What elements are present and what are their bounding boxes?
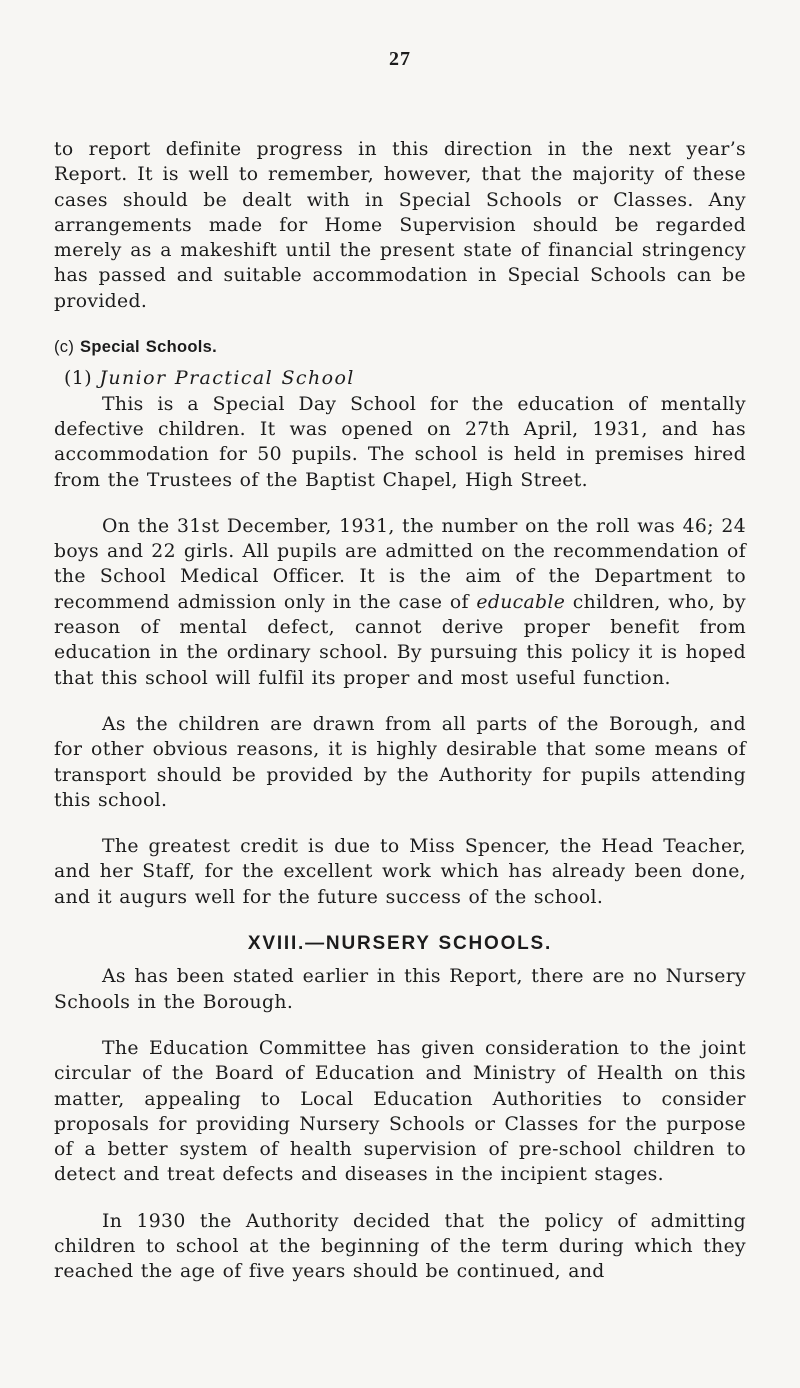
section-heading-special-schools	[54, 335, 746, 360]
subsection-number: (1)	[64, 367, 100, 390]
subsection-heading-junior-practical	[54, 366, 746, 391]
page-body	[54, 137, 746, 1306]
section-heading-nursery-schools: XVIII.—NURSERY SCHOOLS.	[247, 933, 553, 955]
roll-text-start: On the 31st December, 1931, the number on the roll was 46; 24 boys and 22 girls. All pupils are admitted on the recommendation of the School Medical Officer. It is the aim of the Department to recommend admission only in the case of	[54, 515, 746, 613]
paragraph-school-description: This is a Special Day School for the education of mentally defective children. It was opened on 27th April, 1931, and has accommodation for 50 pupils. The school is held in premises hired from the Trustees of the Baptist Chapel, High Street.	[54, 393, 746, 491]
page-number: 27	[389, 48, 411, 70]
paragraph-1930-policy: In 1930 the Authority decided that the policy of admitting children to school at the beginning of the term during which they reached the age of five years should be continued, and	[54, 1210, 746, 1283]
roll-text-emphasis: educable	[476, 591, 566, 613]
paragraph-transport: As the children are drawn from all parts of the Borough, and for other obvious reasons, it is highly desirable that some means of transport should be provided by the Authority for pupils attending this school.	[54, 713, 746, 811]
section-label: (c)	[54, 338, 81, 357]
paragraph-roll	[54, 514, 746, 691]
paragraph-continuation: to report definite progress in this direction in the next year’s Report. It is well to remember, however, that the majority of these cases should be dealt with in Special Schools or Classes. Any arrangements made for Home Supervision should be regarded merely as a makeshift until the present state of financial stringency has passed and suitable accommodation in Special Schools can be provided.	[54, 139, 746, 312]
section-title: Special Schools.	[80, 338, 217, 357]
paragraph-circular: The Education Committee has given consideration to the joint circular of the Board of Education and Ministry of Health on this matter, appealing to Local Education Authorities to consider proposals for providing Nursery Schools or Classes for the purpose of a better system of health supervision of pre-school children to detect and treat defects and diseases in the incipient stages.	[54, 1037, 746, 1186]
paragraph-credit: The greatest credit is due to Miss Spencer, the Head Teacher, and her Staff, for the excellent work which has already been done, and it augurs well for the future success of the school.	[54, 836, 746, 908]
subsection-title: Junior Practical School	[99, 367, 355, 390]
paragraph-no-nursery: As has been stated earlier in this Report, there are no Nursery Schools in the Borough.	[54, 966, 746, 1013]
roll-text-end: children, who, by reason of mental defect, cannot derive proper benefit from education in the ordinary school. By pursuing this policy it is hoped that this school will fulfil its proper and most useful function.	[54, 591, 746, 689]
